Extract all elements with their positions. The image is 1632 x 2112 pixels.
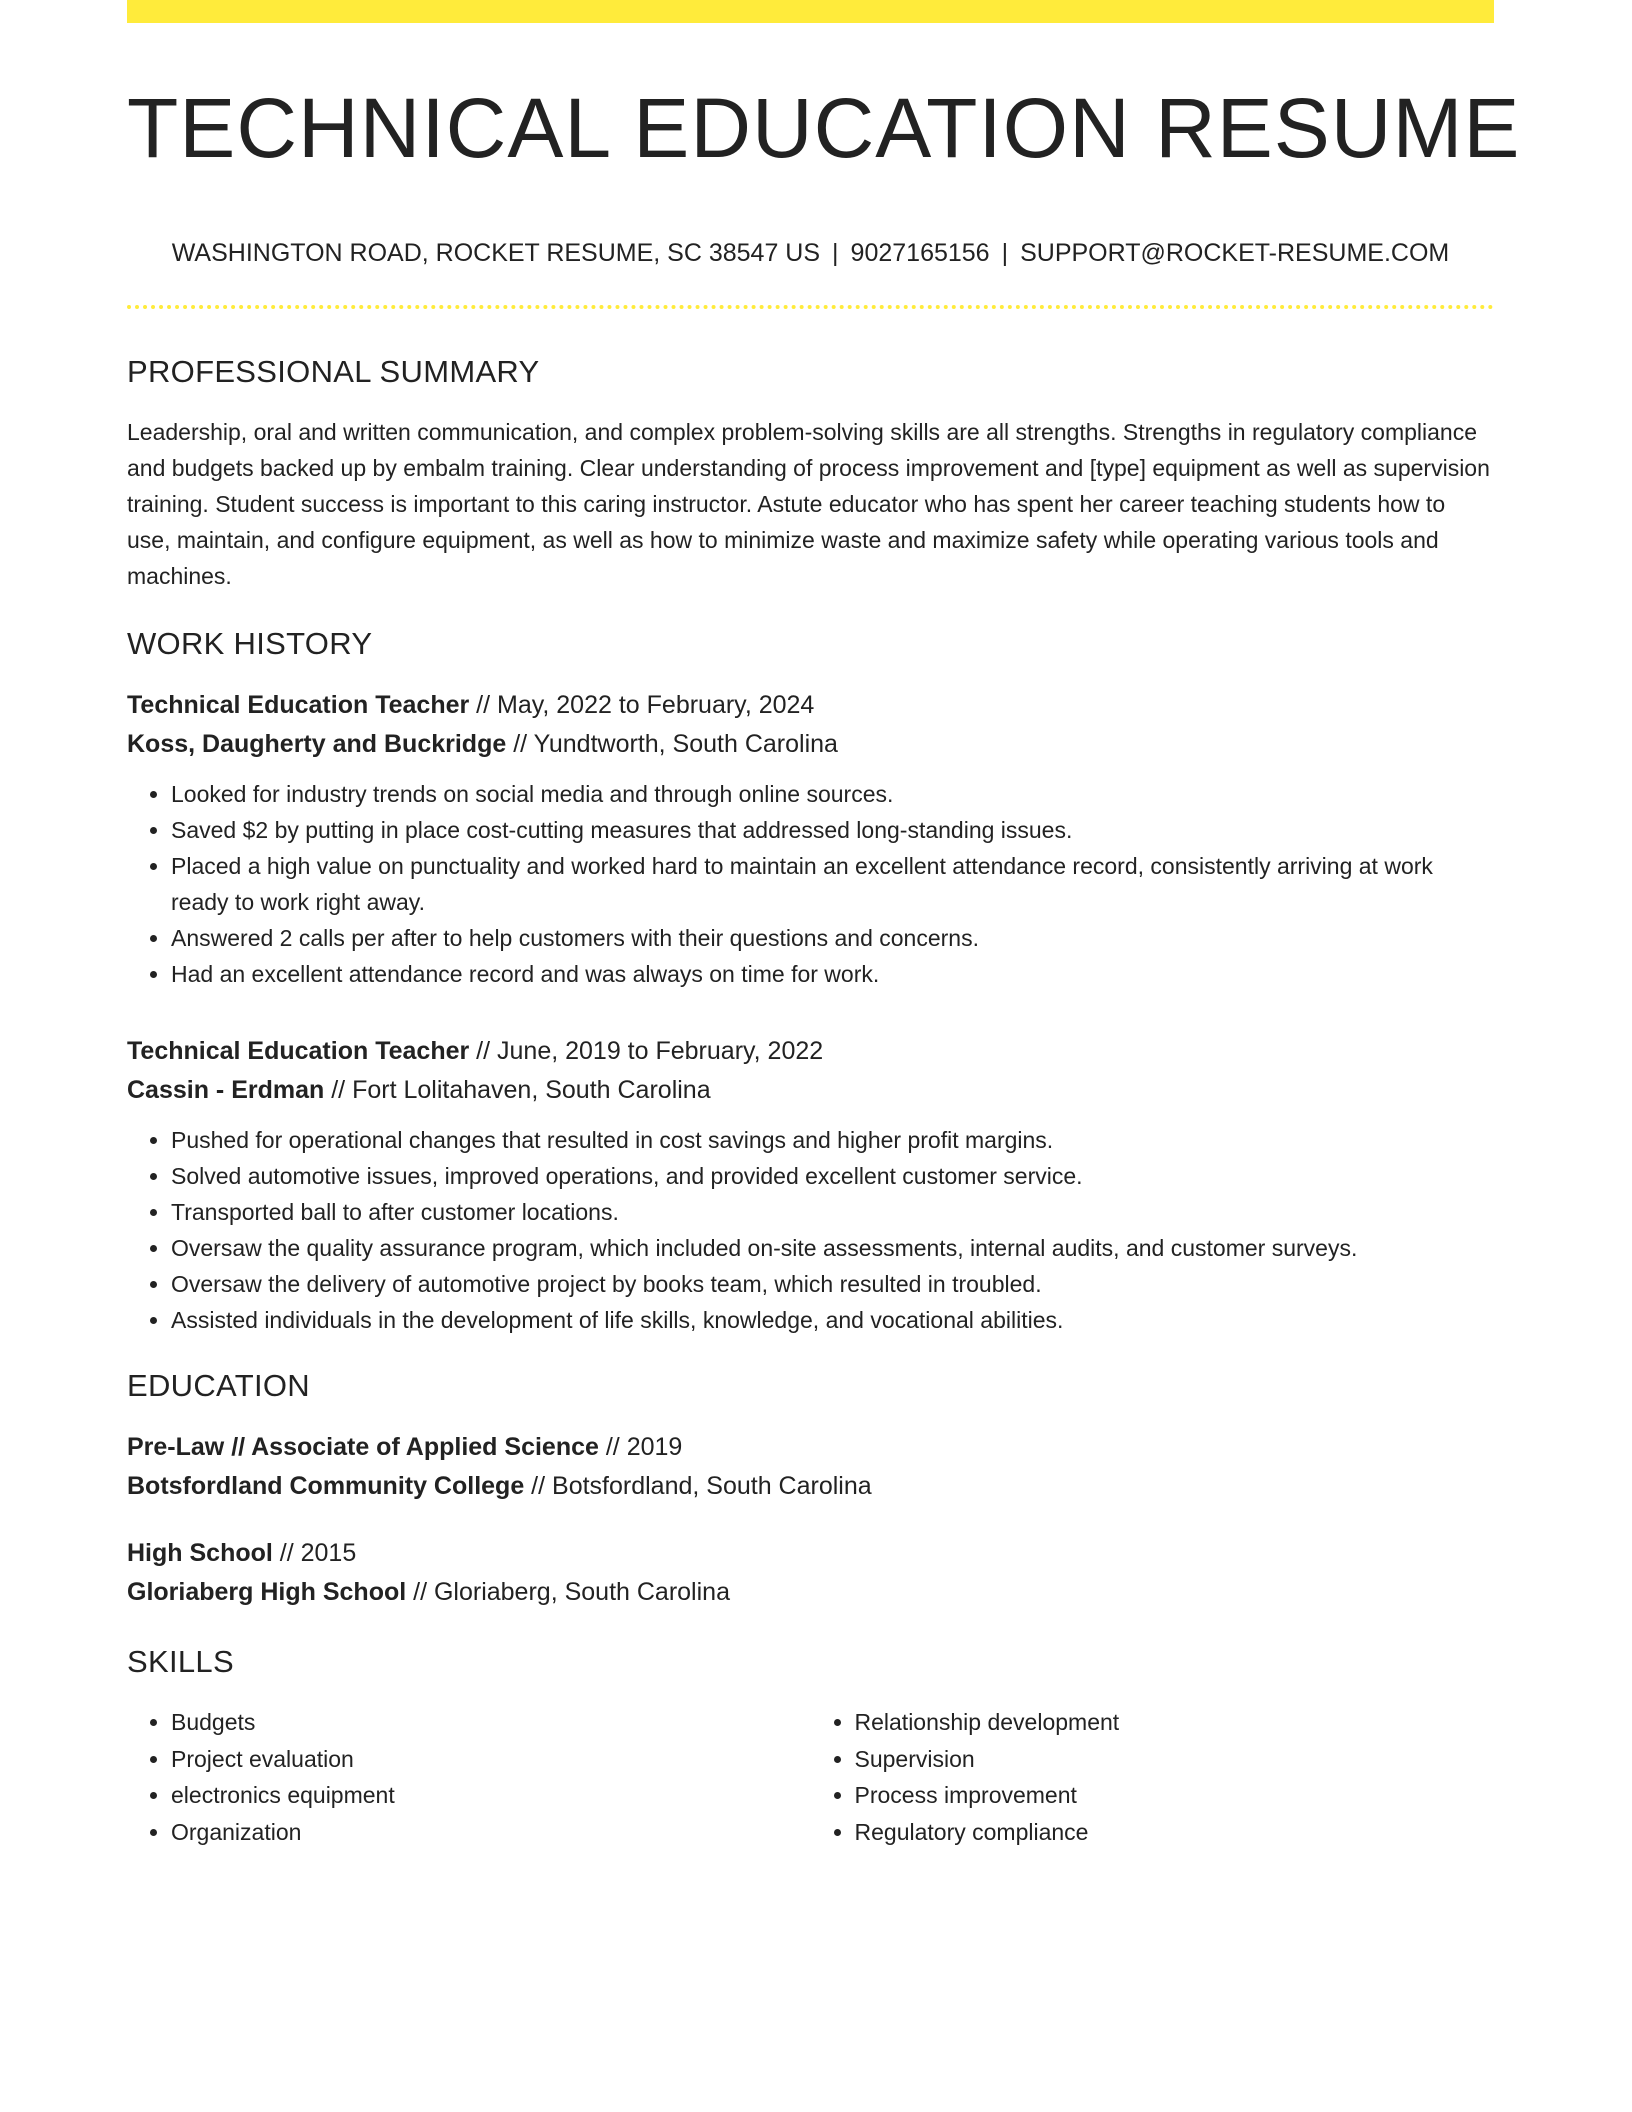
job-bullets xyxy=(127,776,1494,992)
contact-email: SUPPORT@ROCKET-RESUME.COM xyxy=(1020,239,1450,267)
education-year: // 2019 xyxy=(598,1433,683,1461)
job-location: // Fort Lolitahaven, South Carolina xyxy=(324,1076,711,1104)
contact-line xyxy=(127,236,1494,270)
list-item: • Oversaw the delivery of automotive project by books team, which resulted in troubled. xyxy=(171,1266,1494,1302)
section-heading-summary: PROFESSIONAL SUMMARY xyxy=(127,354,540,389)
section-heading-skills: SKILLS xyxy=(127,1644,234,1679)
list-item: • Process improvement xyxy=(855,1777,1495,1814)
skills-list-right xyxy=(811,1704,1495,1850)
job-company: Koss, Daugherty and Buckridge xyxy=(127,730,507,758)
contact-address: WASHINGTON ROAD, ROCKET RESUME, SC 38547 US xyxy=(171,239,821,267)
job-entry xyxy=(127,686,1494,992)
summary-text: Leadership, oral and written communication, and complex problem-solving skills are all strengths. Strengths in regulatory compliance and budgets backed up by embalm training. Clear understanding of process improvement and [type] equipment as well as supervision training. Student success is important to this caring instructor. Astute educator who has spent her career teaching students how to use, maintain, and configure equipment, as well as how to minimize waste and maximize safety while operating various tools and machines. xyxy=(127,419,1490,589)
education-school-line xyxy=(127,1467,1494,1506)
education-degree-line xyxy=(127,1534,1494,1573)
resume-content xyxy=(127,350,1494,1850)
education-entry xyxy=(127,1534,1494,1612)
job-title: Technical Education Teacher xyxy=(127,1037,470,1065)
list-item: • Supervision xyxy=(855,1741,1495,1778)
job-bullets xyxy=(127,1122,1494,1338)
job-company: Cassin - Erdman xyxy=(127,1076,325,1104)
skills-columns xyxy=(127,1704,1494,1850)
list-item: • Relationship development xyxy=(855,1704,1495,1741)
education-school: Botsfordland Community College xyxy=(127,1472,525,1500)
list-item: • Solved automotive issues, improved operations, and provided excellent customer service. xyxy=(171,1158,1494,1194)
education-school-line xyxy=(127,1573,1494,1612)
list-item: • Looked for industry trends on social media and through online sources. xyxy=(171,776,1494,812)
job-title: Technical Education Teacher xyxy=(127,691,470,719)
accent-top-bar xyxy=(127,0,1494,23)
job-company-line xyxy=(127,1071,1494,1110)
education-location: // Botsfordland, South Carolina xyxy=(524,1472,872,1500)
education-year: // 2015 xyxy=(272,1539,357,1567)
education-degree: High School xyxy=(127,1539,273,1567)
list-item: • Pushed for operational changes that resulted in cost savings and higher profit margins. xyxy=(171,1122,1494,1158)
list-item: • Placed a high value on punctuality and worked hard to maintain an excellent attendance record, consistently arriving at work ready to work right away. xyxy=(171,848,1494,920)
skills-list-left xyxy=(127,1704,811,1850)
job-entry xyxy=(127,1032,1494,1338)
job-dates: // June, 2019 to February, 2022 xyxy=(469,1037,824,1065)
education-entry xyxy=(127,1428,1494,1506)
list-item: • Project evaluation xyxy=(171,1741,811,1778)
job-dates: // May, 2022 to February, 2024 xyxy=(469,691,815,719)
resume-title: TECHNICAL EDUCATION RESUME xyxy=(127,81,1521,175)
list-item: • Regulatory compliance xyxy=(855,1814,1495,1851)
job-title-line xyxy=(127,686,1494,725)
job-title-line xyxy=(127,1032,1494,1071)
dotted-divider xyxy=(127,305,1494,309)
list-item: • Organization xyxy=(171,1814,811,1851)
education-school: Gloriaberg High School xyxy=(127,1578,407,1606)
list-item: • Assisted individuals in the development of life skills, knowledge, and vocational abilities. xyxy=(171,1302,1494,1338)
contact-separator: | xyxy=(1001,239,1009,267)
education-location: // Gloriaberg, South Carolina xyxy=(406,1578,730,1606)
list-item: • Had an excellent attendance record and was always on time for work. xyxy=(171,956,1494,992)
job-company-line xyxy=(127,725,1494,764)
list-item: • Budgets xyxy=(171,1704,811,1741)
job-location: // Yundtworth, South Carolina xyxy=(506,730,838,758)
contact-phone: 9027165156 xyxy=(850,239,990,267)
list-item: • Saved $2 by putting in place cost-cutting measures that addressed long-standing issues. xyxy=(171,812,1494,848)
education-degree-line xyxy=(127,1428,1494,1467)
section-heading-education: EDUCATION xyxy=(127,1368,310,1403)
list-item: • Transported ball to after customer locations. xyxy=(171,1194,1494,1230)
education-degree: Pre-Law // Associate of Applied Science xyxy=(127,1433,599,1461)
list-item: • Oversaw the quality assurance program, which included on-site assessments, internal audits, and customer surveys. xyxy=(171,1230,1494,1266)
section-heading-work: WORK HISTORY xyxy=(127,626,373,661)
list-item: • electronics equipment xyxy=(171,1777,811,1814)
list-item: • Answered 2 calls per after to help customers with their questions and concerns. xyxy=(171,920,1494,956)
contact-separator: | xyxy=(832,239,839,267)
